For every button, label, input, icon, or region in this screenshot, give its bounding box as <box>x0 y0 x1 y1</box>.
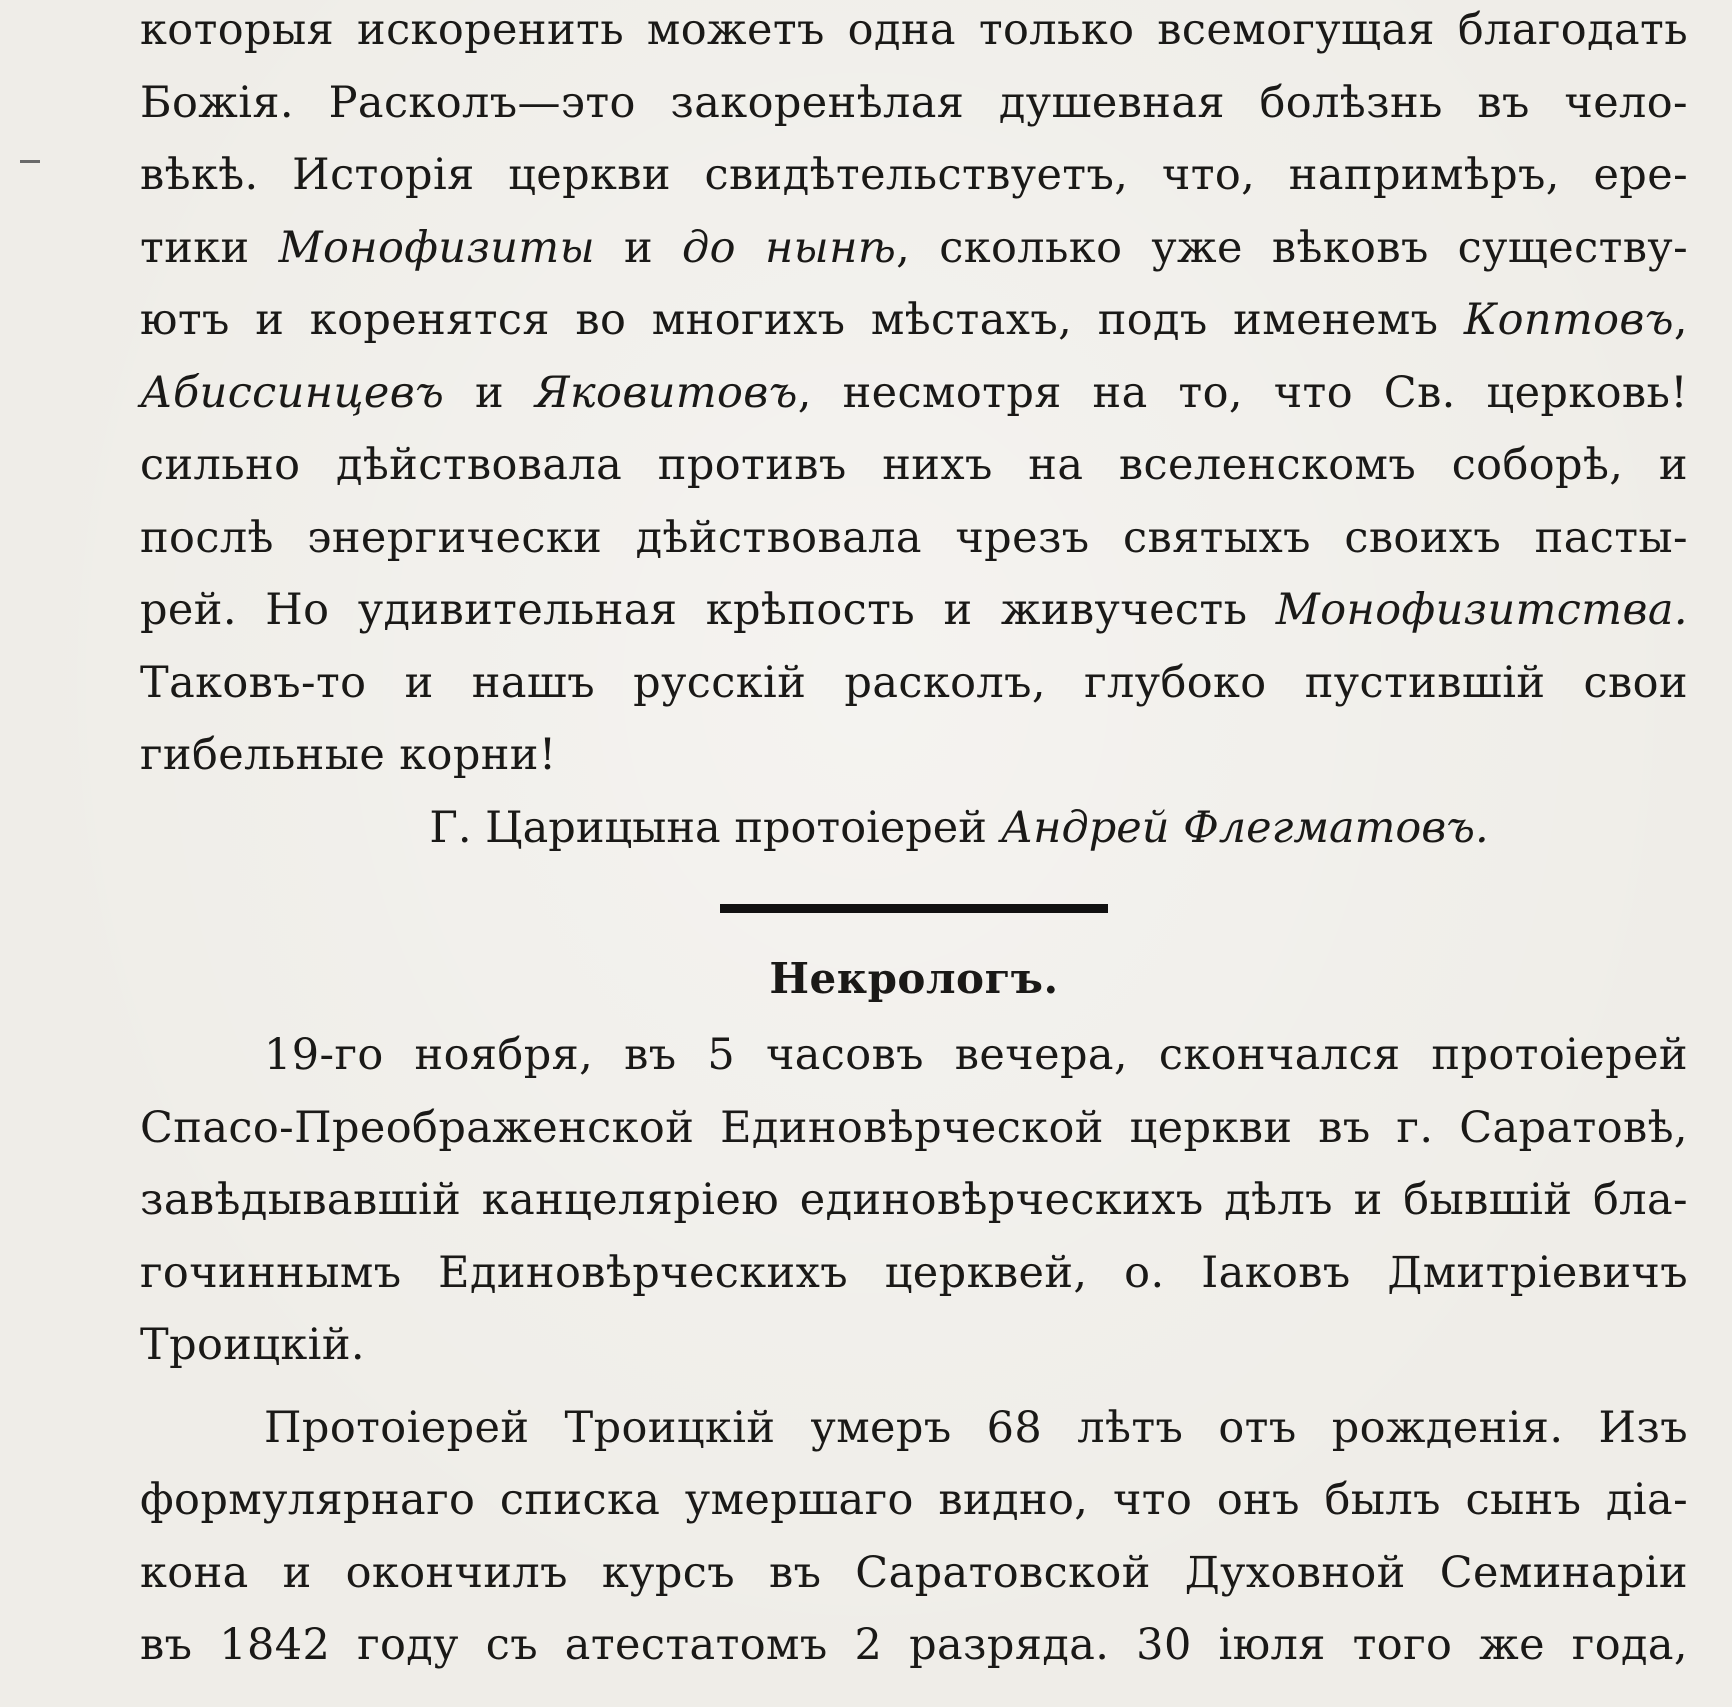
italic-text: Коптовъ <box>1463 295 1674 345</box>
italic-text: Монофизиты <box>278 222 595 273</box>
text-line <box>140 429 1688 502</box>
obituary-paragraph-1 <box>140 1019 1688 1382</box>
text-line <box>140 719 1688 792</box>
text-segment: Таковъ-то и нашъ русскій расколъ, глубоко пустившій свои <box>140 657 1688 708</box>
italic-text: Абиссинцевъ <box>140 367 445 418</box>
text-segment: , сколько уже вѣковъ существу- <box>896 222 1689 273</box>
article-body <box>140 0 1688 792</box>
text-line: Спасо-Преображенской Единовѣрческой церкви въ г. Саратовѣ, <box>140 1102 1688 1153</box>
text-line: Протоіерей Троицкій умеръ 68 лѣтъ отъ рожденія. Изъ <box>264 1402 1688 1453</box>
text-segment: , <box>1673 295 1688 345</box>
text-line: формулярнаго списка умершаго видно, что онъ былъ сынъ діа- <box>140 1475 1688 1525</box>
text-segment: вѣкѣ. Исторія церкви свидѣтельствуетъ, что, напримѣръ, ере- <box>140 150 1688 200</box>
italic-text: до нынѣ <box>682 222 897 273</box>
margin-mark <box>20 160 40 163</box>
section-divider <box>720 904 1108 913</box>
text-segment: и <box>444 367 535 418</box>
text-line <box>140 647 1688 720</box>
text-line <box>140 357 1688 430</box>
text-line <box>140 502 1688 575</box>
text-line: гочиннымъ Единовѣрческихъ церквей, о. Іаковъ Дмитріевичъ <box>140 1247 1688 1298</box>
text-line <box>140 284 1688 357</box>
text-segment: и <box>595 222 683 273</box>
text-line <box>140 0 1688 67</box>
text-segment: послѣ энергически дѣйствовала чрезъ святыхъ своихъ пасты- <box>140 512 1688 563</box>
obituary-heading: Некрологъ. <box>769 954 1059 1003</box>
text-line <box>140 67 1688 140</box>
text-segment: Божія. Расколъ—это закоренѣлая душевная болѣзнь въ чело- <box>140 77 1688 128</box>
text-line <box>140 139 1688 212</box>
text-segment: сильно дѣйствовала противъ нихъ на вселенскомъ соборѣ, и <box>140 440 1688 490</box>
text-line: 19-го ноября, въ 5 часовъ вечера, скончался протоіерей <box>264 1030 1688 1080</box>
italic-text: Монофизитства. <box>1275 585 1688 635</box>
text-column <box>140 0 1688 1682</box>
author-signature <box>140 792 1688 865</box>
text-segment: рей. Но удивительная крѣпость и живучесть <box>140 585 1276 635</box>
text-segment: ютъ и коренятся во многихъ мѣстахъ, подъ именемъ <box>140 295 1464 345</box>
text-segment: тики <box>140 222 279 273</box>
text-line: кона и окончилъ курсъ въ Саратовской Духовной Семинаріи <box>140 1547 1688 1598</box>
text-line: завѣдывавшій канцеляріею единовѣрческихъ дѣлъ и бывшій бла- <box>140 1175 1688 1225</box>
text-line: Троицкій. <box>140 1320 365 1370</box>
text-line <box>140 574 1688 647</box>
text-segment: , несмотря на то, что Св. церковь! <box>797 367 1689 418</box>
italic-text: Яковитовъ <box>534 367 798 418</box>
signature-prefix: Г. Царицына протоіерей <box>429 802 1001 853</box>
text-line: въ 1842 году съ атестатомъ 2 разряда. 30 іюля того же года, <box>140 1620 1688 1670</box>
obituary-paragraph-2 <box>140 1392 1688 1682</box>
text-line <box>140 212 1688 285</box>
text-segment: которыя искоренить можетъ одна только всемогущая благодать <box>140 5 1688 55</box>
text-segment: гибельные корни! <box>140 730 557 780</box>
signature-name: Андрей Флегматовъ. <box>1000 802 1489 853</box>
